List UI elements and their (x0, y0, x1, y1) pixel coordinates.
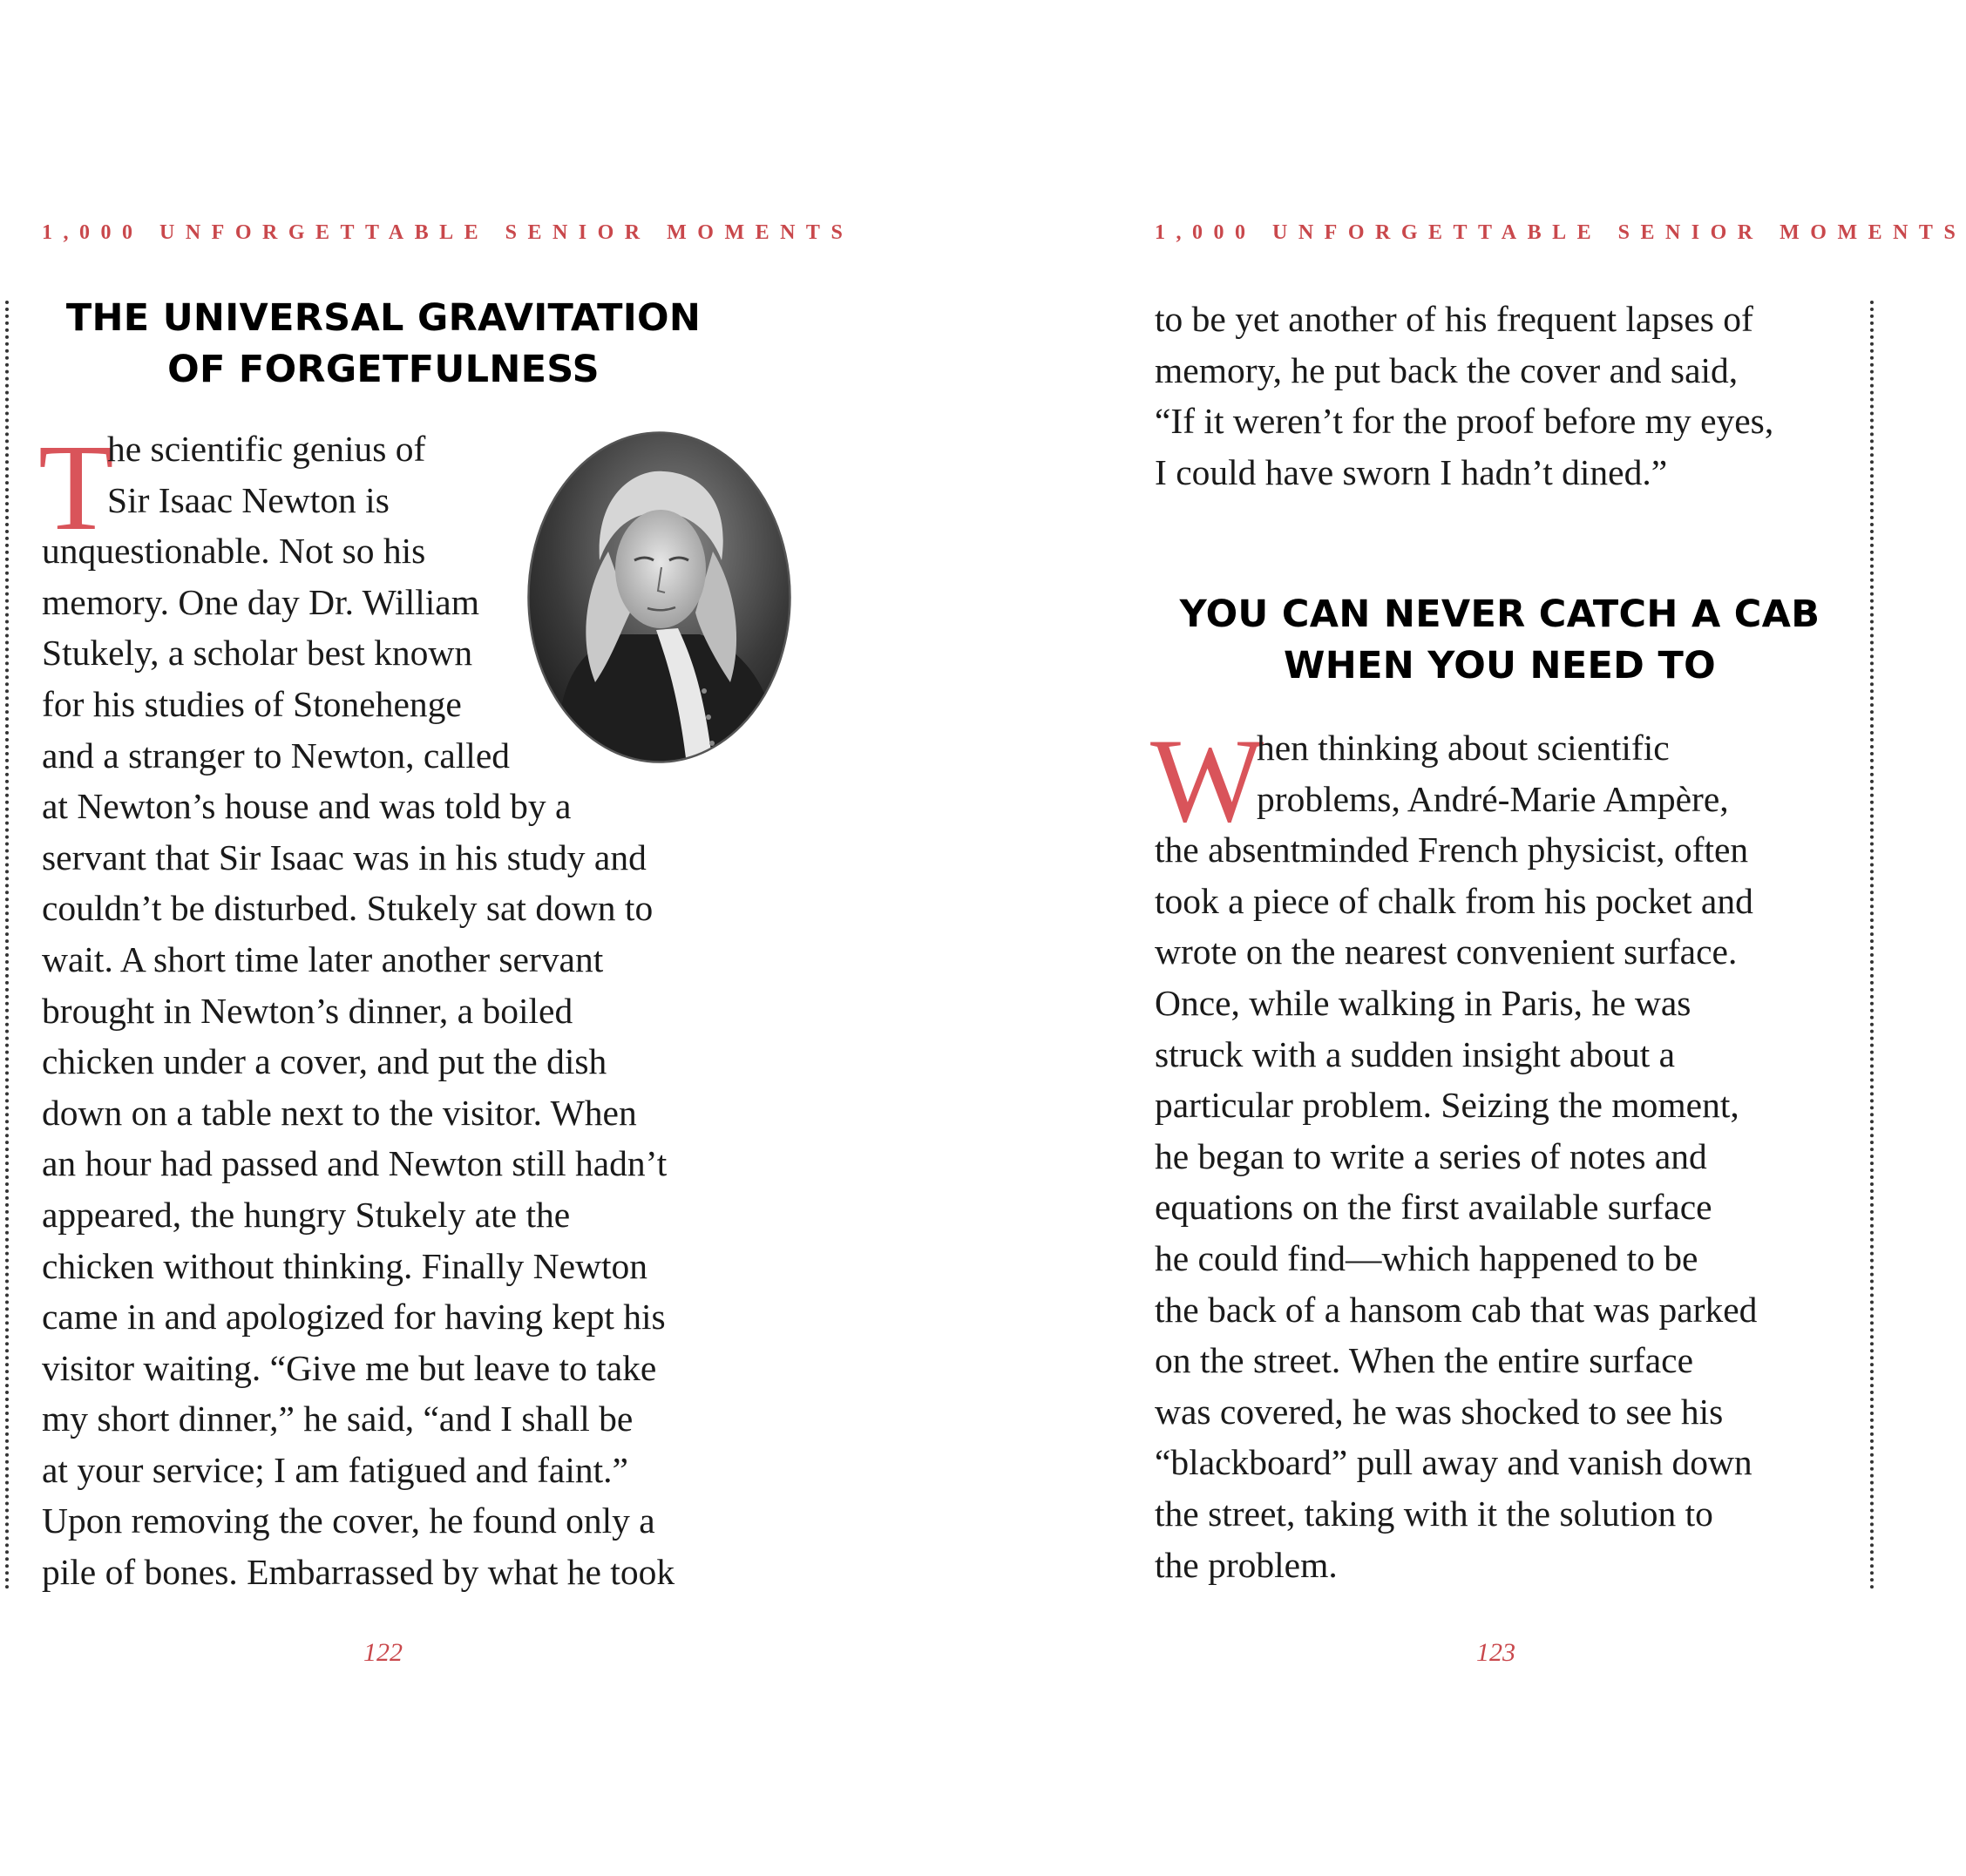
body-line: problems, André-Marie Ampère, (1257, 778, 1729, 819)
article-continuation-newton (1155, 294, 1843, 498)
body-line: the street, taking with it the solution to (1155, 1493, 1713, 1534)
title-line: THE UNIVERSAL GRAVITATION (65, 296, 702, 340)
body-line: Sir Isaac Newton is (107, 479, 390, 520)
left-page (0, 0, 938, 1876)
body-line: Stukely, a scholar best known (42, 633, 473, 674)
drop-cap: T (38, 418, 114, 556)
running-head-right: 1,000 UNFORGETTABLE SENIOR MOMENTS (1155, 221, 1966, 244)
body-line: to be yet another of his frequent lapses of (1155, 299, 1753, 339)
body-line: memory. One day Dr. William (42, 581, 479, 622)
article-body-ampere (1155, 722, 1843, 1590)
page-number-right: 123 (1476, 1638, 1515, 1667)
page-number-left: 122 (363, 1638, 403, 1667)
body-line: he could find—which happened to be (1155, 1237, 1698, 1278)
body-line: chicken under a cover, and put the dish (42, 1041, 607, 1082)
body-line: was covered, he was shocked to see his (1155, 1391, 1724, 1432)
body-line: for his studies of Stonehenge (42, 683, 462, 724)
body-line: took a piece of chalk from his pocket and (1155, 880, 1753, 921)
body-line: appeared, the hungry Stukely ate the (42, 1194, 571, 1235)
body-line: wrote on the nearest convenient surface. (1155, 931, 1738, 972)
body-line: struck with a sudden insight about a (1155, 1033, 1676, 1074)
section-title-ampere (1156, 589, 1844, 692)
body-line: and a stranger to Newton, called (42, 735, 510, 775)
body-line: unquestionable. Not so his (42, 531, 426, 572)
title-line: OF FORGETFULNESS (167, 348, 600, 391)
body-line: “If it weren’t for the proof before my eyes, (1155, 401, 1774, 442)
body-line: I could have sworn I hadn’t dined.” (1155, 451, 1668, 492)
body-line: at your service; I am fatigued and faint.” (42, 1449, 628, 1490)
body-line: “blackboard” pull away and vanish down (1155, 1442, 1752, 1483)
body-line: brought in Newton’s dinner, a boiled (42, 990, 573, 1031)
body-line: equations on the first available surface (1155, 1187, 1712, 1228)
body-line: he scientific genius of (107, 429, 426, 469)
drop-cap: W (1150, 714, 1264, 847)
section-title-newton (52, 293, 715, 396)
body-line: visitor waiting. “Give me but leave to take (42, 1347, 657, 1388)
article-body-newton (42, 423, 756, 1598)
body-line: chicken without thinking. Finally Newton (42, 1245, 648, 1286)
body-line: at Newton’s house and was told by a (42, 786, 572, 827)
body-line: Upon removing the cover, he found only a (42, 1500, 655, 1541)
title-line: WHEN YOU NEED TO (1284, 644, 1716, 687)
body-line: my short dinner,” he said, “and I shall be (42, 1399, 634, 1439)
body-line: down on a table next to the visitor. When (42, 1092, 637, 1133)
body-line: on the street. When the entire surface (1155, 1340, 1694, 1381)
body-line: the problem. (1155, 1544, 1338, 1585)
body-line: memory, he put back the cover and said, (1155, 349, 1739, 390)
body-line: servant that Sir Isaac was in his study and (42, 836, 647, 877)
dotted-margin-rule-left (5, 301, 9, 1590)
body-line: came in and apologized for having kept his (42, 1297, 666, 1338)
body-line: particular problem. Seizing the moment, (1155, 1085, 1739, 1126)
running-head-left: 1,000 UNFORGETTABLE SENIOR MOMENTS (42, 221, 854, 244)
dotted-margin-rule-right (1870, 301, 1874, 1590)
body-line: an hour had passed and Newton still hadn’t (42, 1143, 668, 1184)
body-line: couldn’t be disturbed. Stukely sat down to (42, 888, 654, 929)
body-line: he began to write a series of notes and (1155, 1135, 1707, 1176)
body-line: the back of a hansom cab that was parked (1155, 1289, 1758, 1330)
body-line: wait. A short time later another servant (42, 938, 604, 979)
body-line: pile of bones. Embarrassed by what he took (42, 1552, 675, 1593)
body-line: the absentminded French physicist, often (1155, 830, 1749, 870)
body-line: Once, while walking in Paris, he was (1155, 982, 1691, 1023)
body-line: hen thinking about scientific (1257, 728, 1670, 768)
title-line: YOU CAN NEVER CATCH A CAB (1179, 593, 1820, 636)
